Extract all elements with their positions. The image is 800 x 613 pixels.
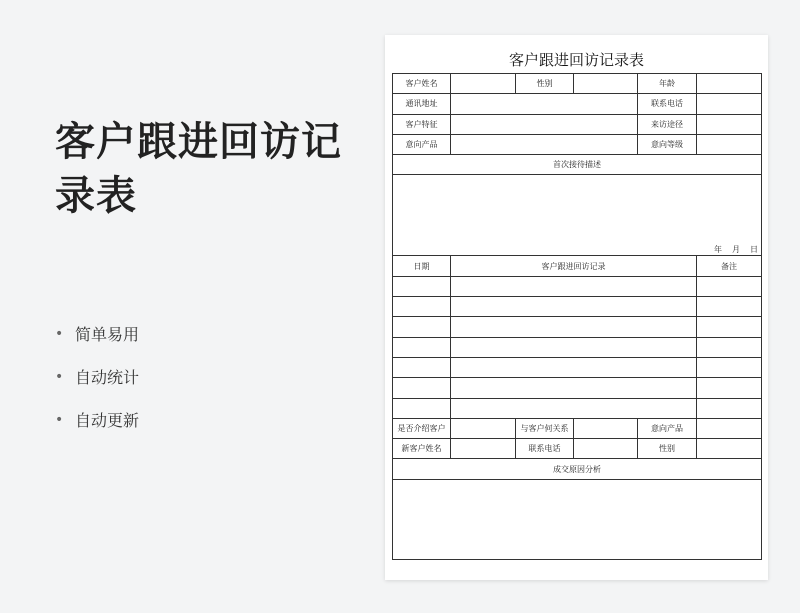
notes-cell[interactable] [697,317,762,337]
value-cell[interactable] [451,134,638,154]
feature-list [55,312,139,441]
date-cell[interactable] [393,297,451,317]
label-level: 意向等级 [638,134,697,154]
record-row [393,337,762,357]
value-cell[interactable] [697,74,762,94]
table-row [393,175,762,256]
value-cell[interactable] [697,114,762,134]
value-cell[interactable] [697,439,762,459]
table-row [393,459,762,479]
value-cell[interactable] [697,418,762,438]
record-cell[interactable] [451,276,697,296]
feature-label: 自动统计 [75,368,140,387]
bullet-icon: • [55,325,64,342]
table-row [393,418,762,438]
record-row [393,378,762,398]
table-row [393,94,762,114]
table-row [393,134,762,154]
record-row [393,276,762,296]
value-cell[interactable] [574,418,638,438]
close-reason-area[interactable] [393,479,762,559]
label-product: 意向产品 [393,134,451,154]
record-row [393,357,762,377]
date-cell[interactable] [393,337,451,357]
record-row [393,297,762,317]
label-record: 客户跟进回访记录 [451,256,697,276]
label-age: 年龄 [638,74,697,94]
value-cell[interactable] [697,94,762,114]
promo-title: 客户跟进回访记录表 [55,119,342,219]
table-row [393,74,762,94]
label-gender: 性别 [516,74,574,94]
table-row [393,155,762,175]
label-traits: 客户特征 [393,114,451,134]
feature-item [55,398,139,441]
record-row [393,317,762,337]
notes-cell[interactable] [697,276,762,296]
label-new-name: 新客户姓名 [393,439,451,459]
notes-cell[interactable] [697,297,762,317]
label-new-phone: 联系电话 [516,439,574,459]
label-customer-name: 客户姓名 [393,74,451,94]
value-cell[interactable] [697,134,762,154]
label-notes: 备注 [697,256,762,276]
notes-cell[interactable] [697,337,762,357]
form-sheet [385,35,768,580]
record-cell[interactable] [451,297,697,317]
table-row [393,256,762,276]
record-cell[interactable] [451,357,697,377]
label-referral: 是否介绍客户 [393,418,451,438]
notes-cell[interactable] [697,357,762,377]
record-cell[interactable] [451,378,697,398]
bullet-icon: • [55,411,64,428]
date-mark: 年 月 日 [714,245,759,255]
date-cell[interactable] [393,276,451,296]
value-cell[interactable] [574,439,638,459]
value-cell[interactable] [451,114,638,134]
label-ref-product: 意向产品 [638,418,697,438]
first-desc-area[interactable] [393,175,762,256]
feature-label: 自动更新 [75,411,140,430]
record-row [393,398,762,418]
table-row [393,479,762,559]
date-cell[interactable] [393,317,451,337]
label-new-gender: 性别 [638,439,697,459]
date-cell[interactable] [393,398,451,418]
label-address: 通讯地址 [393,94,451,114]
bullet-icon: • [55,368,64,385]
record-cell[interactable] [451,317,697,337]
feature-label: 简单易用 [75,325,140,344]
table-row [393,439,762,459]
record-cell[interactable] [451,398,697,418]
record-table [392,73,762,560]
notes-cell[interactable] [697,398,762,418]
form-title: 客户跟进回访记录表 [508,51,644,69]
label-close-reason: 成交原因分析 [393,459,762,479]
label-relation: 与客户何关系 [516,418,574,438]
label-channel: 来访途径 [638,114,697,134]
record-cell[interactable] [451,337,697,357]
value-cell[interactable] [451,74,516,94]
notes-cell[interactable] [697,378,762,398]
date-cell[interactable] [393,357,451,377]
table-row [393,114,762,134]
label-phone: 联系电话 [638,94,697,114]
label-date: 日期 [393,256,451,276]
value-cell[interactable] [574,74,638,94]
value-cell[interactable] [451,439,516,459]
feature-item [55,355,139,398]
feature-item [55,312,139,355]
value-cell[interactable] [451,94,638,114]
date-cell[interactable] [393,378,451,398]
value-cell[interactable] [451,418,516,438]
label-first-desc: 首次接待描述 [393,155,762,175]
